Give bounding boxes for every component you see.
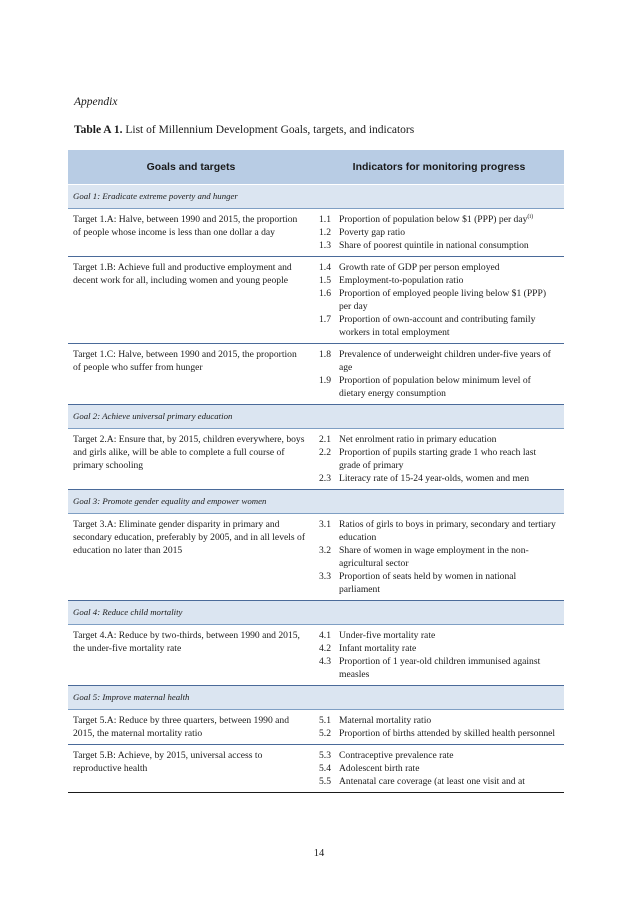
indicator-number: 1.9 [319, 375, 331, 386]
indicator-list [314, 344, 564, 405]
indicator-number: 4.3 [319, 656, 331, 667]
indicator-label [339, 313, 559, 339]
indicator-number: 5.4 [319, 763, 331, 774]
indicator-item [319, 226, 559, 239]
indicator-text: Proportion of own-account and contributing family workers in total employment [339, 314, 536, 338]
indicator-text: Literacy rate of 15-24 year-olds, women and men [339, 473, 530, 484]
indicator-item [319, 472, 559, 485]
indicator-text: Proportion of seats held by women in national parliament [339, 571, 517, 595]
indicator-text: Contraceptive prevalence rate [339, 750, 454, 761]
table-body [68, 185, 564, 793]
target-row [68, 257, 564, 344]
target-row [68, 710, 564, 745]
indicator-item [319, 714, 559, 727]
indicator-number: 1.3 [319, 240, 331, 251]
indicator-item [319, 213, 559, 226]
goal-title: Goal 2: Achieve universal primary education [68, 405, 564, 429]
target-row [68, 625, 564, 686]
indicator-item [319, 433, 559, 446]
indicator-item [319, 642, 559, 655]
indicator-item [319, 446, 559, 472]
header-indicators: Indicators for monitoring progress [314, 150, 564, 185]
indicator-number: 3.2 [319, 545, 331, 556]
indicator-label [339, 374, 559, 400]
goal-title: Goal 4: Reduce child mortality [68, 601, 564, 625]
indicator-number: 3.1 [319, 519, 331, 530]
indicator-label [339, 655, 559, 681]
indicator-number: 2.3 [319, 473, 331, 484]
indicator-text: Share of poorest quintile in national consumption [339, 240, 529, 251]
indicator-label [339, 239, 559, 252]
indicator-number: 2.1 [319, 434, 331, 445]
footnote-marker: (i) [527, 213, 534, 220]
target-text: Target 1.A: Halve, between 1990 and 2015, the proportion of people whose income is less than one dollar a day [68, 209, 314, 257]
indicator-label [339, 762, 559, 775]
indicator-text: Share of women in wage employment in the non-agricultural sector [339, 545, 529, 569]
table-header-row [68, 150, 564, 185]
indicator-list [314, 209, 564, 257]
goal-row [68, 490, 564, 514]
indicator-text: Maternal mortality ratio [339, 715, 432, 726]
indicator-text: Proportion of employed people living below $1 (PPP) per day [339, 288, 547, 312]
indicator-label [339, 727, 559, 740]
table-caption [74, 124, 414, 136]
goal-row [68, 185, 564, 209]
goal-title: Goal 1: Eradicate extreme poverty and hunger [68, 185, 564, 209]
indicator-label [339, 472, 559, 485]
goal-row [68, 405, 564, 429]
indicator-number: 4.1 [319, 630, 331, 641]
indicator-item [319, 544, 559, 570]
target-text: Target 1.B: Achieve full and productive employment and decent work for all, including women and young people [68, 257, 314, 344]
indicator-text: Proportion of population below $1 (PPP) per day [339, 214, 528, 225]
indicator-number: 1.8 [319, 349, 331, 360]
indicator-number: 3.3 [319, 571, 331, 582]
indicator-label [339, 570, 559, 596]
indicator-text: Proportion of pupils starting grade 1 who reach last grade of primary [339, 447, 537, 471]
indicator-list [314, 514, 564, 601]
indicator-label [339, 433, 559, 446]
indicator-item [319, 313, 559, 339]
indicator-item [319, 374, 559, 400]
indicator-list [314, 257, 564, 344]
goal-title: Goal 5: Improve maternal health [68, 686, 564, 710]
indicator-label [339, 749, 559, 762]
indicator-text: Net enrolment ratio in primary education [339, 434, 497, 445]
indicator-item [319, 239, 559, 252]
indicator-label [339, 274, 559, 287]
indicator-list [314, 625, 564, 686]
target-row [68, 429, 564, 490]
table-caption-label: Table A 1. [74, 124, 123, 136]
indicator-number: 5.5 [319, 776, 331, 787]
indicator-number: 5.3 [319, 750, 331, 761]
target-text: Target 5.A: Reduce by three quarters, between 1990 and 2015, the maternal mortality ratio [68, 710, 314, 745]
indicator-label [339, 629, 559, 642]
target-text: Target 3.A: Eliminate gender disparity in primary and secondary education, preferably by 2005, and in all levels of education no later than 2015 [68, 514, 314, 601]
indicator-number: 1.6 [319, 288, 331, 299]
indicator-item [319, 570, 559, 596]
target-row [68, 344, 564, 405]
indicator-item [319, 261, 559, 274]
target-row [68, 209, 564, 257]
indicator-text: Ratios of girls to boys in primary, secondary and tertiary education [339, 519, 556, 543]
indicator-number: 4.2 [319, 643, 331, 654]
indicator-text: Proportion of population below minimum level of dietary energy consumption [339, 375, 531, 399]
indicator-label [339, 213, 559, 226]
indicator-text: Employment-to-population ratio [339, 275, 464, 286]
indicator-number: 5.2 [319, 728, 331, 739]
mdg-table [68, 150, 564, 793]
indicator-item [319, 274, 559, 287]
indicator-list [314, 429, 564, 490]
indicator-label [339, 714, 559, 727]
indicator-text: Proportion of births attended by skilled health personnel [339, 728, 556, 739]
indicator-item [319, 749, 559, 762]
indicator-label [339, 287, 559, 313]
indicator-number: 1.2 [319, 227, 331, 238]
indicator-label [339, 544, 559, 570]
indicator-item [319, 287, 559, 313]
indicator-text: Prevalence of underweight children under-five years of age [339, 349, 551, 373]
indicator-text: Under-five mortality rate [339, 630, 436, 641]
indicator-item [319, 629, 559, 642]
indicator-label [339, 775, 559, 788]
target-row [68, 514, 564, 601]
indicator-label [339, 261, 559, 274]
goal-row [68, 601, 564, 625]
indicator-item [319, 655, 559, 681]
indicator-item [319, 727, 559, 740]
indicator-item [319, 762, 559, 775]
target-text: Target 2.A: Ensure that, by 2015, children everywhere, boys and girls alike, will be able to complete a full course of primary schooling [68, 429, 314, 490]
indicator-label [339, 518, 559, 544]
indicator-text: Growth rate of GDP per person employed [339, 262, 500, 273]
appendix-heading: Appendix [74, 96, 118, 108]
indicator-item [319, 518, 559, 544]
target-text: Target 1.C: Halve, between 1990 and 2015, the proportion of people who suffer from hunger [68, 344, 314, 405]
indicator-number: 2.2 [319, 447, 331, 458]
indicator-list [314, 745, 564, 793]
indicator-item [319, 775, 559, 788]
indicator-number: 1.7 [319, 314, 331, 325]
indicator-list [314, 710, 564, 745]
indicator-text: Proportion of 1 year-old children immunised against measles [339, 656, 541, 680]
target-row [68, 745, 564, 793]
indicator-label [339, 446, 559, 472]
indicator-text: Adolescent birth rate [339, 763, 420, 774]
indicator-label [339, 348, 559, 374]
indicator-number: 1.1 [319, 214, 331, 225]
indicator-label [339, 226, 559, 239]
indicator-label [339, 642, 559, 655]
indicator-text: Poverty gap ratio [339, 227, 406, 238]
indicator-item [319, 348, 559, 374]
indicator-text: Infant mortality rate [339, 643, 417, 654]
header-goals-targets: Goals and targets [68, 150, 314, 185]
indicator-number: 1.5 [319, 275, 331, 286]
goal-row [68, 686, 564, 710]
target-text: Target 4.A: Reduce by two-thirds, between 1990 and 2015, the under-five mortality rate [68, 625, 314, 686]
indicator-number: 5.1 [319, 715, 331, 726]
target-text: Target 5.B: Achieve, by 2015, universal access to reproductive health [68, 745, 314, 793]
indicator-text: Antenatal care coverage (at least one visit and at [339, 776, 525, 787]
table-caption-text: List of Millennium Development Goals, targets, and indicators [122, 124, 415, 136]
goal-title: Goal 3: Promote gender equality and empower women [68, 490, 564, 514]
indicator-number: 1.4 [319, 262, 331, 273]
page-number: 14 [313, 848, 325, 859]
